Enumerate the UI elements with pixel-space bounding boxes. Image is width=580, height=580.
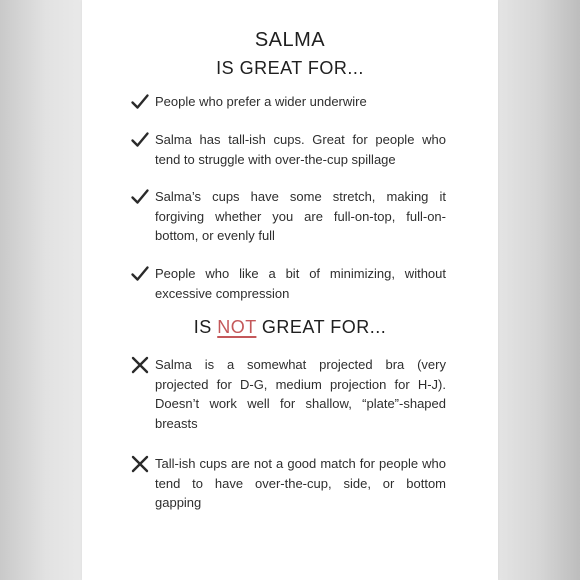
x-mark-icon [130, 355, 150, 375]
con-item-text: Salma is a somewhat projected bra (very projected for D-G, medium projection for H-J). Doesn’t work well for shallow, “plate”-shaped breasts [155, 357, 446, 431]
checkmark-icon [130, 187, 150, 207]
not-word: NOT [217, 317, 257, 337]
product-name-heading: SALMA [254, 29, 326, 51]
pro-item-3 [130, 187, 446, 246]
con-item-2 [130, 454, 446, 513]
pro-item-text: People who like a bit of minimizing, without excessive compression [155, 266, 446, 301]
con-item-text: Tall-ish cups are not a good match for people who tend to have over-the-cup, side, or bottom gapping [155, 456, 446, 510]
checkmark-icon [130, 264, 150, 284]
pro-item-4 [130, 264, 446, 303]
not-great-for-heading [82, 317, 498, 338]
x-mark-icon [130, 454, 150, 474]
pro-item-text: People who prefer a wider underwire [155, 94, 367, 109]
info-card [82, 0, 498, 580]
con-item-1 [130, 355, 446, 433]
pro-item-2 [130, 130, 446, 169]
pro-item-text: Salma’s cups have some stretch, making it forgiving whether you are full-on-top, full-on-bottom, or evenly full [155, 189, 446, 243]
pro-item-1 [130, 92, 446, 112]
not-heading-prefix: IS [193, 317, 218, 337]
great-for-heading: IS GREAT FOR... [216, 58, 364, 78]
checkmark-icon [130, 130, 150, 150]
pro-item-text: Salma has tall-ish cups. Great for people who tend to struggle with over-the-cup spillage [155, 132, 446, 167]
not-heading-suffix: GREAT FOR... [256, 317, 387, 337]
checkmark-icon [130, 92, 150, 112]
